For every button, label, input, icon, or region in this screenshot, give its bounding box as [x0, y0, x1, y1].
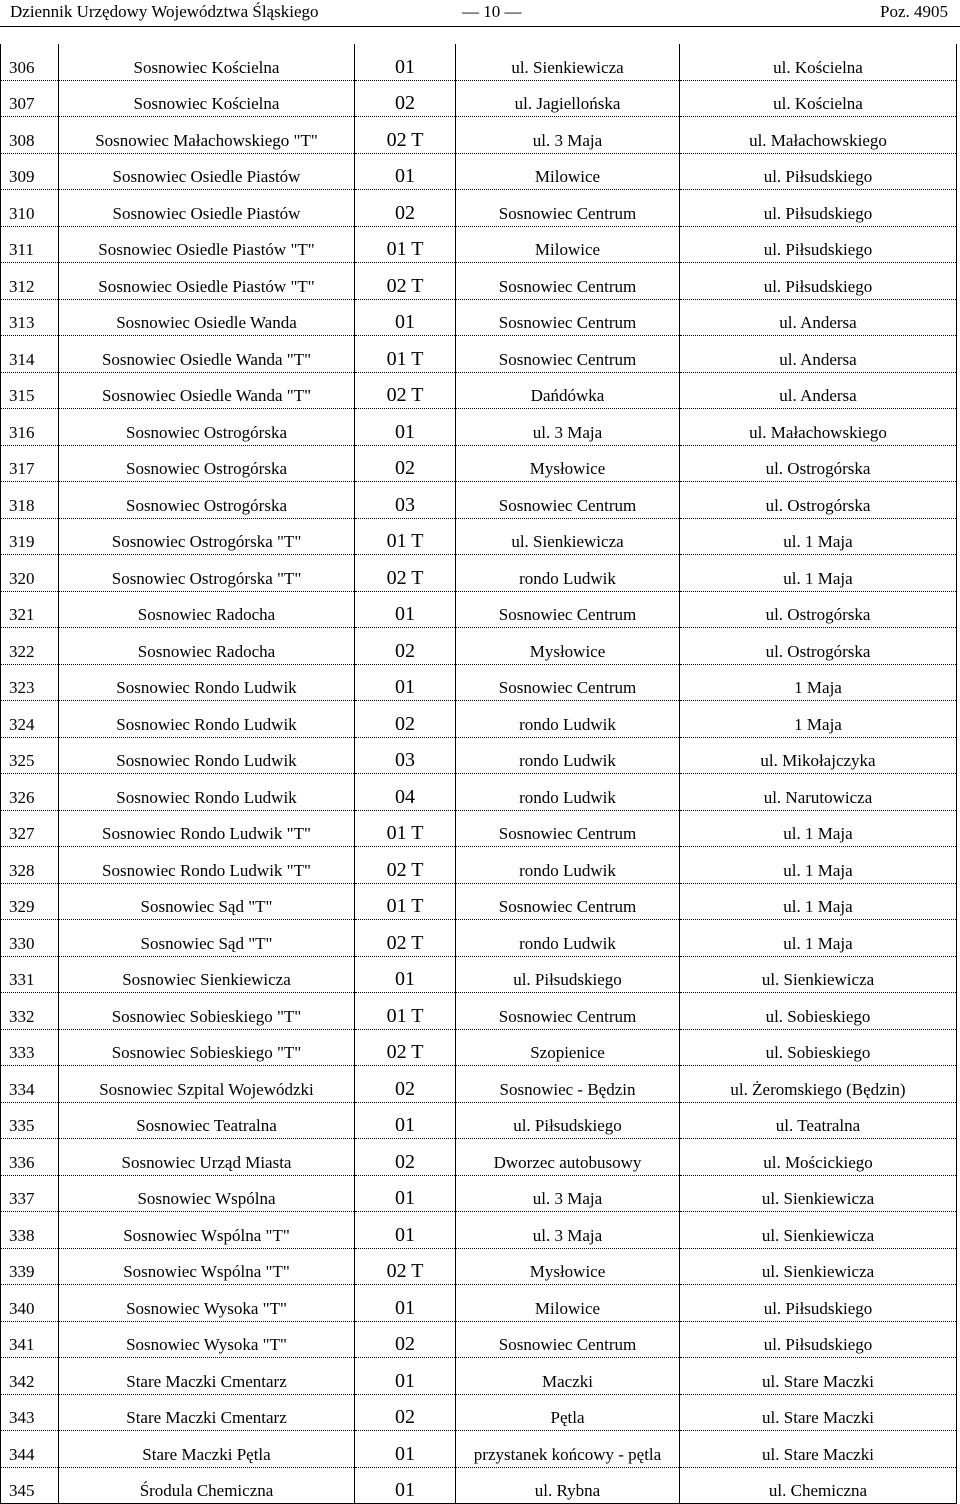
street-cell: ul. Piłsudskiego: [680, 226, 957, 263]
stop-code-cell: 03: [355, 737, 456, 774]
direction-cell: rondo Ludwik: [456, 920, 680, 957]
table-row: [1, 336, 957, 373]
table-row: [1, 372, 957, 409]
row-number-cell: 330: [1, 920, 59, 957]
stop-code-cell: 02: [355, 190, 456, 227]
stop-code-cell: 02 T: [355, 555, 456, 592]
direction-cell: Sosnowiec Centrum: [456, 883, 680, 920]
table-row: [1, 1321, 957, 1358]
stop-code-cell: 01: [355, 1102, 456, 1139]
table-row: [1, 555, 957, 592]
stop-code-cell: 01: [355, 1431, 456, 1468]
stop-name-cell: Sosnowiec Sienkiewicza: [59, 956, 355, 993]
stop-name-cell: Sosnowiec Osiedle Wanda "T": [59, 372, 355, 409]
direction-cell: Sosnowiec Centrum: [456, 190, 680, 227]
stop-name-cell: Sosnowiec Rondo Ludwik: [59, 701, 355, 738]
stop-code-cell: 01: [355, 44, 456, 80]
street-cell: ul. Ostrogórska: [680, 591, 957, 628]
direction-cell: Sosnowiec Centrum: [456, 993, 680, 1030]
stop-code-cell: 02: [355, 80, 456, 117]
row-number-cell: 309: [1, 153, 59, 190]
row-number-cell: 329: [1, 883, 59, 920]
street-cell: ul. Sobieskiego: [680, 1029, 957, 1066]
table-row: [1, 409, 957, 446]
street-cell: ul. Małachowskiego: [680, 409, 957, 446]
table-row: [1, 80, 957, 117]
street-cell: ul. Piłsudskiego: [680, 263, 957, 300]
row-number-cell: 332: [1, 993, 59, 1030]
stop-code-cell: 02 T: [355, 263, 456, 300]
table-row: [1, 1431, 957, 1468]
stop-code-cell: 01: [355, 299, 456, 336]
direction-cell: Sosnowiec Centrum: [456, 482, 680, 519]
direction-cell: ul. Sienkiewicza: [456, 44, 680, 80]
stop-name-cell: Stare Maczki Cmentarz: [59, 1394, 355, 1431]
stop-code-cell: 01 T: [355, 883, 456, 920]
stop-code-cell: 01: [355, 1358, 456, 1395]
table-row: [1, 1175, 957, 1212]
stop-name-cell: Sosnowiec Ostrogórska: [59, 482, 355, 519]
stop-name-cell: Sosnowiec Wspólna: [59, 1175, 355, 1212]
row-number-cell: 318: [1, 482, 59, 519]
direction-cell: Dworzec autobusowy: [456, 1139, 680, 1176]
stop-name-cell: Sosnowiec Ostrogórska: [59, 409, 355, 446]
street-cell: ul. Ostrogórska: [680, 445, 957, 482]
stop-name-cell: Sosnowiec Teatralna: [59, 1102, 355, 1139]
direction-cell: Mysłowice: [456, 628, 680, 665]
direction-cell: rondo Ludwik: [456, 701, 680, 738]
stop-name-cell: Sosnowiec Rondo Ludwik: [59, 737, 355, 774]
direction-cell: Maczki: [456, 1358, 680, 1395]
street-cell: ul. Małachowskiego: [680, 117, 957, 154]
stop-name-cell: Sosnowiec Wspólna "T": [59, 1248, 355, 1285]
table-row: [1, 1102, 957, 1139]
row-number-cell: 341: [1, 1321, 59, 1358]
stops-table: [0, 44, 957, 1504]
table-row: [1, 1139, 957, 1176]
table-row: [1, 1394, 957, 1431]
header-rule: [0, 26, 960, 27]
direction-cell: ul. Rybna: [456, 1467, 680, 1504]
row-number-cell: 308: [1, 117, 59, 154]
stop-code-cell: 02: [355, 628, 456, 665]
stop-name-cell: Sosnowiec Radocha: [59, 591, 355, 628]
street-cell: ul. Sobieskiego: [680, 993, 957, 1030]
table-row: [1, 1467, 957, 1504]
stop-code-cell: 01 T: [355, 993, 456, 1030]
direction-cell: Milowice: [456, 153, 680, 190]
row-number-cell: 307: [1, 80, 59, 117]
stop-name-cell: Sosnowiec Osiedle Piastów "T": [59, 263, 355, 300]
street-cell: ul. Andersa: [680, 372, 957, 409]
stop-name-cell: Sosnowiec Radocha: [59, 628, 355, 665]
row-number-cell: 325: [1, 737, 59, 774]
stop-code-cell: 01: [355, 956, 456, 993]
row-number-cell: 306: [1, 44, 59, 80]
street-cell: ul. Kościelna: [680, 80, 957, 117]
stop-code-cell: 03: [355, 482, 456, 519]
table-row: [1, 956, 957, 993]
stop-name-cell: Sosnowiec Rondo Ludwik: [59, 774, 355, 811]
row-number-cell: 313: [1, 299, 59, 336]
street-cell: ul. 1 Maja: [680, 518, 957, 555]
direction-cell: ul. 3 Maja: [456, 409, 680, 446]
row-number-cell: 328: [1, 847, 59, 884]
table-row: [1, 774, 957, 811]
stop-code-cell: 01: [355, 1467, 456, 1504]
row-number-cell: 335: [1, 1102, 59, 1139]
table-row: [1, 1248, 957, 1285]
row-number-cell: 338: [1, 1212, 59, 1249]
table-row: [1, 153, 957, 190]
table-row: [1, 628, 957, 665]
row-number-cell: 312: [1, 263, 59, 300]
street-cell: ul. Mościckiego: [680, 1139, 957, 1176]
direction-cell: Szopienice: [456, 1029, 680, 1066]
position-number: Poz. 4905: [880, 2, 948, 21]
street-cell: ul. Andersa: [680, 336, 957, 373]
stop-name-cell: Sosnowiec Urząd Miasta: [59, 1139, 355, 1176]
street-cell: ul. Ostrogórska: [680, 482, 957, 519]
table-row: [1, 1285, 957, 1322]
street-cell: ul. 1 Maja: [680, 883, 957, 920]
direction-cell: Dańdówka: [456, 372, 680, 409]
stop-code-cell: 02: [355, 701, 456, 738]
street-cell: ul. 1 Maja: [680, 810, 957, 847]
street-cell: ul. Mikołajczyka: [680, 737, 957, 774]
table-row: [1, 226, 957, 263]
direction-cell: Pętla: [456, 1394, 680, 1431]
street-cell: ul. 1 Maja: [680, 847, 957, 884]
direction-cell: Sosnowiec Centrum: [456, 336, 680, 373]
street-cell: ul. Sienkiewicza: [680, 956, 957, 993]
direction-cell: Mysłowice: [456, 445, 680, 482]
row-number-cell: 344: [1, 1431, 59, 1468]
stop-name-cell: Sosnowiec Kościelna: [59, 44, 355, 80]
stop-name-cell: Sosnowiec Rondo Ludwik "T": [59, 847, 355, 884]
stop-name-cell: Sosnowiec Osiedle Wanda: [59, 299, 355, 336]
row-number-cell: 322: [1, 628, 59, 665]
stop-name-cell: Sosnowiec Osiedle Wanda "T": [59, 336, 355, 373]
table-row: [1, 810, 957, 847]
table-row: [1, 263, 957, 300]
stop-name-cell: Środula Chemiczna: [59, 1467, 355, 1504]
table-row: [1, 993, 957, 1030]
stop-name-cell: Sosnowiec Ostrogórska "T": [59, 518, 355, 555]
table-row: [1, 591, 957, 628]
row-number-cell: 323: [1, 664, 59, 701]
stop-code-cell: 02 T: [355, 847, 456, 884]
stop-name-cell: Stare Maczki Pętla: [59, 1431, 355, 1468]
street-cell: ul. 1 Maja: [680, 920, 957, 957]
stop-code-cell: 02 T: [355, 1248, 456, 1285]
stops-table-body: [1, 44, 957, 1504]
row-number-cell: 320: [1, 555, 59, 592]
table-row: [1, 701, 957, 738]
direction-cell: ul. Piłsudskiego: [456, 1102, 680, 1139]
street-cell: ul. 1 Maja: [680, 555, 957, 592]
stop-name-cell: Sosnowiec Ostrogórska: [59, 445, 355, 482]
street-cell: ul. Piłsudskiego: [680, 1285, 957, 1322]
stop-name-cell: Sosnowiec Rondo Ludwik: [59, 664, 355, 701]
stop-name-cell: Sosnowiec Osiedle Piastów: [59, 153, 355, 190]
direction-cell: Sosnowiec Centrum: [456, 1321, 680, 1358]
row-number-cell: 327: [1, 810, 59, 847]
stop-name-cell: Sosnowiec Wysoka "T": [59, 1321, 355, 1358]
row-number-cell: 345: [1, 1467, 59, 1504]
direction-cell: rondo Ludwik: [456, 737, 680, 774]
table-row: [1, 445, 957, 482]
row-number-cell: 316: [1, 409, 59, 446]
table-row: [1, 482, 957, 519]
stop-code-cell: 02: [355, 1394, 456, 1431]
row-number-cell: 319: [1, 518, 59, 555]
street-cell: ul. Andersa: [680, 299, 957, 336]
stop-name-cell: Sosnowiec Osiedle Piastów: [59, 190, 355, 227]
stop-code-cell: 01 T: [355, 518, 456, 555]
row-number-cell: 314: [1, 336, 59, 373]
stop-code-cell: 01: [355, 153, 456, 190]
direction-cell: Sosnowiec Centrum: [456, 810, 680, 847]
direction-cell: Mysłowice: [456, 1248, 680, 1285]
stop-name-cell: Sosnowiec Kościelna: [59, 80, 355, 117]
direction-cell: ul. 3 Maja: [456, 1212, 680, 1249]
row-number-cell: 311: [1, 226, 59, 263]
direction-cell: Sosnowiec Centrum: [456, 299, 680, 336]
table-row: [1, 664, 957, 701]
stop-code-cell: 01: [355, 591, 456, 628]
street-cell: ul. Stare Maczki: [680, 1394, 957, 1431]
stop-code-cell: 04: [355, 774, 456, 811]
table-row: [1, 117, 957, 154]
stop-code-cell: 02 T: [355, 1029, 456, 1066]
stop-code-cell: 01: [355, 409, 456, 446]
street-cell: ul. Stare Maczki: [680, 1358, 957, 1395]
row-number-cell: 326: [1, 774, 59, 811]
street-cell: ul. Piłsudskiego: [680, 153, 957, 190]
street-cell: 1 Maja: [680, 701, 957, 738]
stop-code-cell: 01 T: [355, 336, 456, 373]
table-row: [1, 847, 957, 884]
stop-name-cell: Sosnowiec Szpital Wojewódzki: [59, 1066, 355, 1103]
stop-code-cell: 02: [355, 1321, 456, 1358]
direction-cell: rondo Ludwik: [456, 774, 680, 811]
stop-name-cell: Sosnowiec Sąd "T": [59, 883, 355, 920]
row-number-cell: 340: [1, 1285, 59, 1322]
direction-cell: rondo Ludwik: [456, 847, 680, 884]
stop-name-cell: Sosnowiec Osiedle Piastów "T": [59, 226, 355, 263]
row-number-cell: 337: [1, 1175, 59, 1212]
page-header: [0, 0, 960, 28]
direction-cell: ul. Piłsudskiego: [456, 956, 680, 993]
stop-code-cell: 02: [355, 445, 456, 482]
stop-code-cell: 01: [355, 1212, 456, 1249]
street-cell: ul. Narutowicza: [680, 774, 957, 811]
stop-name-cell: Stare Maczki Cmentarz: [59, 1358, 355, 1395]
stop-name-cell: Sosnowiec Sobieskiego "T": [59, 993, 355, 1030]
street-cell: ul. Chemiczna: [680, 1467, 957, 1504]
direction-cell: Milowice: [456, 226, 680, 263]
table-row: [1, 299, 957, 336]
direction-cell: Sosnowiec Centrum: [456, 263, 680, 300]
direction-cell: Sosnowiec Centrum: [456, 591, 680, 628]
table-row: [1, 1066, 957, 1103]
stop-code-cell: 01 T: [355, 810, 456, 847]
stop-name-cell: Sosnowiec Sobieskiego "T": [59, 1029, 355, 1066]
street-cell: ul. Ostrogórska: [680, 628, 957, 665]
stop-name-cell: Sosnowiec Wysoka "T": [59, 1285, 355, 1322]
table-row: [1, 737, 957, 774]
direction-cell: Sosnowiec - Będzin: [456, 1066, 680, 1103]
direction-cell: ul. 3 Maja: [456, 117, 680, 154]
direction-cell: ul. Sienkiewicza: [456, 518, 680, 555]
row-number-cell: 336: [1, 1139, 59, 1176]
stop-code-cell: 01: [355, 1285, 456, 1322]
journal-title: Dziennik Urzędowy Województwa Śląskiego: [10, 2, 319, 21]
table-row: [1, 1358, 957, 1395]
stop-code-cell: 02: [355, 1139, 456, 1176]
stop-code-cell: 02 T: [355, 920, 456, 957]
row-number-cell: 339: [1, 1248, 59, 1285]
stop-name-cell: Sosnowiec Rondo Ludwik "T": [59, 810, 355, 847]
direction-cell: Milowice: [456, 1285, 680, 1322]
table-row: [1, 190, 957, 227]
direction-cell: ul. Jagiellońska: [456, 80, 680, 117]
row-number-cell: 334: [1, 1066, 59, 1103]
direction-cell: ul. 3 Maja: [456, 1175, 680, 1212]
street-cell: ul. Stare Maczki: [680, 1431, 957, 1468]
table-row: [1, 920, 957, 957]
page-number: — 10 —: [462, 2, 522, 21]
stop-code-cell: 01 T: [355, 226, 456, 263]
stop-code-cell: 02 T: [355, 372, 456, 409]
street-cell: ul. Piłsudskiego: [680, 190, 957, 227]
street-cell: ul. Sienkiewicza: [680, 1212, 957, 1249]
row-number-cell: 324: [1, 701, 59, 738]
row-number-cell: 331: [1, 956, 59, 993]
stop-code-cell: 02: [355, 1066, 456, 1103]
stop-name-cell: Sosnowiec Małachowskiego "T": [59, 117, 355, 154]
street-cell: ul. Żeromskiego (Będzin): [680, 1066, 957, 1103]
row-number-cell: 321: [1, 591, 59, 628]
street-cell: ul. Sienkiewicza: [680, 1175, 957, 1212]
stop-code-cell: 02 T: [355, 117, 456, 154]
row-number-cell: 315: [1, 372, 59, 409]
street-cell: ul. Kościelna: [680, 44, 957, 80]
direction-cell: rondo Ludwik: [456, 555, 680, 592]
stop-code-cell: 01: [355, 1175, 456, 1212]
street-cell: 1 Maja: [680, 664, 957, 701]
table-row: [1, 883, 957, 920]
table-row: [1, 1212, 957, 1249]
stop-name-cell: Sosnowiec Ostrogórska "T": [59, 555, 355, 592]
street-cell: ul. Sienkiewicza: [680, 1248, 957, 1285]
direction-cell: przystanek końcowy - pętla: [456, 1431, 680, 1468]
stop-code-cell: 01: [355, 664, 456, 701]
stop-name-cell: Sosnowiec Sąd "T": [59, 920, 355, 957]
street-cell: ul. Teatralna: [680, 1102, 957, 1139]
row-number-cell: 343: [1, 1394, 59, 1431]
table-row: [1, 1029, 957, 1066]
row-number-cell: 333: [1, 1029, 59, 1066]
direction-cell: Sosnowiec Centrum: [456, 664, 680, 701]
table-row: [1, 518, 957, 555]
stop-name-cell: Sosnowiec Wspólna "T": [59, 1212, 355, 1249]
row-number-cell: 317: [1, 445, 59, 482]
table-row: [1, 44, 957, 80]
street-cell: ul. Piłsudskiego: [680, 1321, 957, 1358]
row-number-cell: 310: [1, 190, 59, 227]
row-number-cell: 342: [1, 1358, 59, 1395]
